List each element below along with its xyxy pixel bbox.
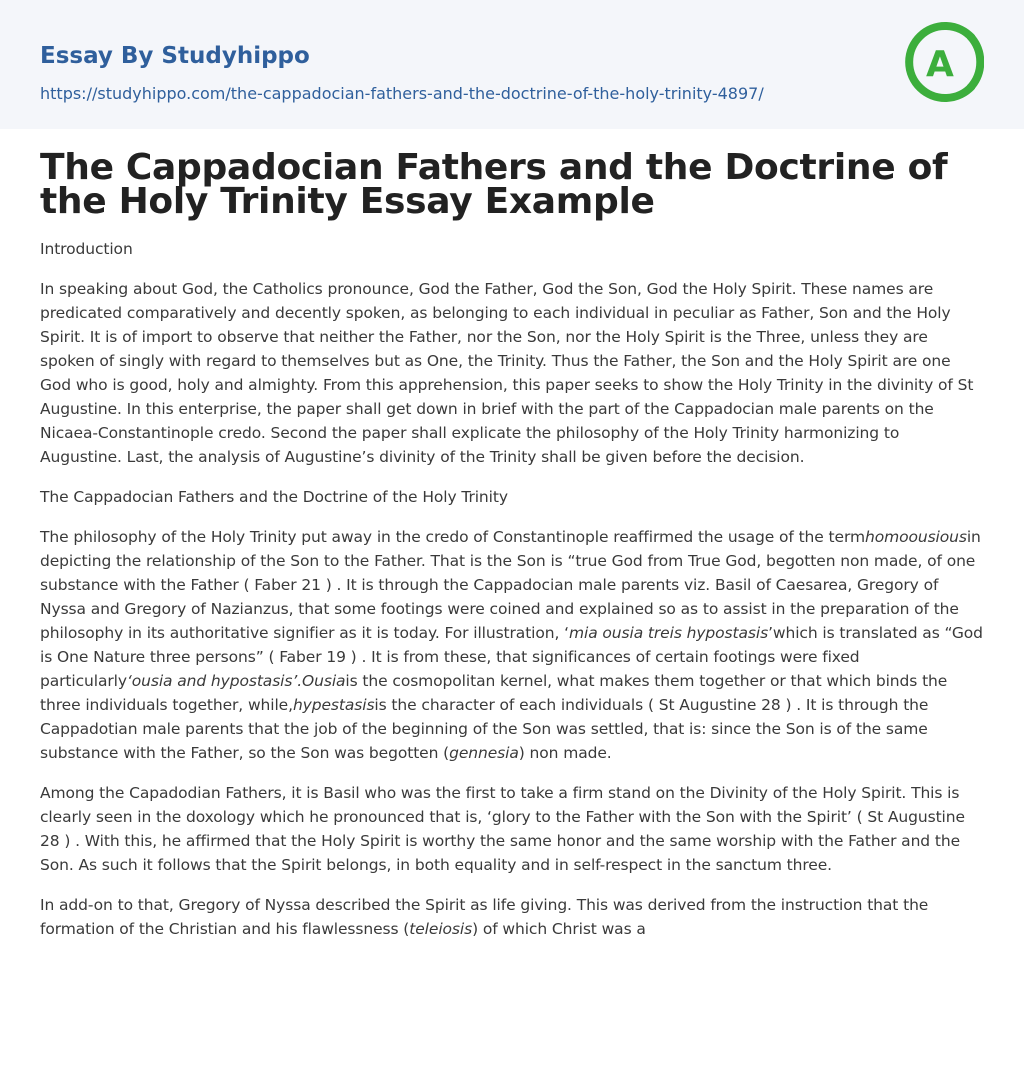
intro-heading: Introduction	[40, 240, 133, 258]
site-header	[0, 0, 1024, 129]
article-url-link[interactable]: https://studyhippo.com/the-cappadocian-fathers-and-the-doctrine-of-the-holy-trinity-4897/	[40, 84, 764, 103]
italic-term: teleiosis	[409, 920, 473, 938]
italic-term: homoousious	[864, 528, 967, 546]
italic-term: mia ousia treis hypostasis	[568, 624, 769, 642]
italic-term: hypestasis	[292, 696, 375, 714]
brand-title[interactable]: Essay By Studyhippo	[40, 43, 310, 69]
paragraph-2-text: is the cosmopolitan kernel, what makes them together or that which binds the three individuals together, while,	[40, 672, 948, 714]
paragraph-2-text: ) non made.	[518, 744, 612, 762]
italic-term: ‘ousia and hypostasis’.Ousia	[126, 672, 346, 690]
logo-letter: A	[926, 44, 954, 85]
studyhippo-logo-icon[interactable]	[900, 20, 984, 104]
paragraph-4-text: In add-on to that, Gregory of Nyssa described the Spirit as life giving. This was derived from the instruction that the formation of the Christian and his flawlessness (	[40, 896, 929, 938]
paragraph-4	[40, 893, 984, 941]
section-heading: The Cappadocian Fathers and the Doctrine of the Holy Trinity	[40, 488, 508, 506]
article	[0, 147, 1024, 941]
paragraph-2	[40, 525, 984, 765]
paragraph-1: In speaking about God, the Catholics pronounce, God the Father, God the Son, God the Holy Spirit. These names are predicated comparatively and decently spoken, as belonging to each individual in peculiar as Father, Son and the Holy Spirit. It is of import to observe that neither the Father, nor the Son, nor the Holy Spirit is the Three, unless they are spoken of singly with regard to themselves but as One, the Trinity. Thus the Father, the Son and the Holy Spirit are one God who is good, holy and almighty. From this apprehension, this paper seeks to show the Holy Trinity in the divinity of St Augustine. In this enterprise, the paper shall get down in brief with the part of the Cappadocian male parents on the Nicaea-Constantinople credo. Second the paper shall explicate the philosophy of the Holy Trinity harmonizing to Augustine. Last, the analysis of Augustine’s divinity of the Trinity shall be given before the decision.	[40, 280, 974, 466]
page-title: The Cappadocian Fathers and the Doctrine of the Holy Trinity Essay Example	[40, 147, 948, 222]
paragraph-2-text: The philosophy of the Holy Trinity put away in the credo of Constantinople reaffirmed the usage of the term	[40, 528, 865, 546]
paragraph-2-text: in depicting the relationship of the Son to the Father. That is the Son is “true God from True God, begotten non made, of one substance with the Father ( Faber 21 ) . It is through the Cappadocian male parents viz. Basil of Caesarea, Gregory of Nyssa and Gregory of Nazianzus, that some footings were coined and explained so as to assist in the preparation of the philosophy in its authoritative signifier as it is today. For illustration, ‘	[40, 528, 981, 642]
paragraph-4-text: ) of which Christ was a	[472, 920, 646, 938]
italic-term: gennesia	[449, 744, 519, 762]
paragraph-3: Among the Capadodian Fathers, it is Basil who was the first to take a firm stand on the Divinity of the Holy Spirit. This is clearly seen in the doxology which he pronounced that is, ‘glory to the Father with the Son with the Spirit’ ( St Augustine 28 ) . With this, he affirmed that the Holy Spirit is worthy the same honor and the same worship with the Father and the Son. As such it follows that the Spirit belongs, in both equality and in self-respect in the sanctum three.	[40, 784, 965, 874]
paragraph-2-text: ’which is translated as “God is One Nature three persons” ( Faber 19 ) . It is from these, that significances of certain footings were fixed particularly	[40, 624, 983, 690]
paragraph-2-text: is the character of each individuals ( St Augustine 28 ) . It is through the Cappadotian male parents that the job of the beginning of the Son was settled, that is: since the Son is of the same substance with the Father, so the Son was begotten (	[40, 696, 929, 762]
